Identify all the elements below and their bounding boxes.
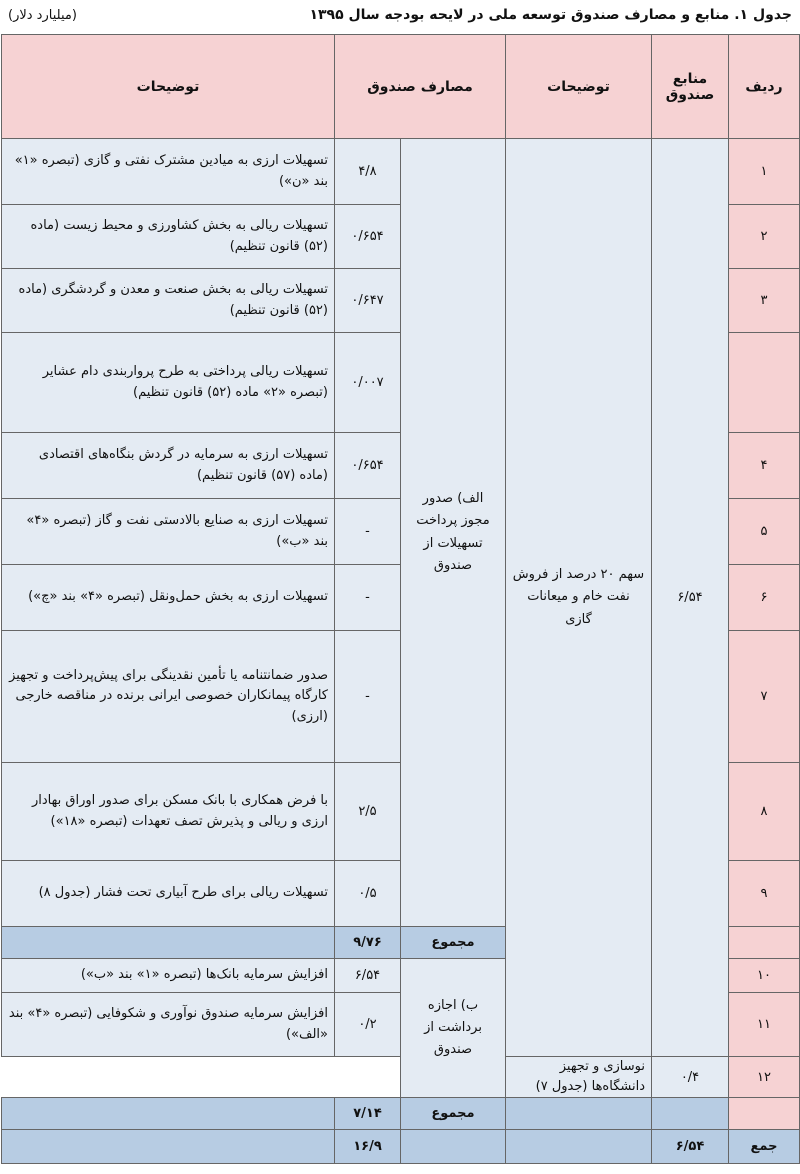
budget-table	[1, 34, 800, 1164]
use-description: افزایش سرمایه بانک‌ها (تبصره «۱» بند «ب»)	[2, 959, 335, 993]
use-value: -	[335, 565, 401, 631]
use-description: تسهیلات ارزی به بخش حمل‌ونقل (تبصره «۴» بند «چ»)	[2, 565, 335, 631]
subtotal-filler	[2, 1098, 335, 1130]
use-description: تسهیلات ریالی به بخش کشاورزی و محیط زیست (ماده (۵۲) قانون تنظیم)	[2, 205, 335, 269]
row-number: ۸	[729, 763, 800, 861]
total-filler	[401, 1130, 506, 1164]
use-value: ۲/۵	[335, 763, 401, 861]
source-desc-empty	[506, 1098, 652, 1130]
use-description: تسهیلات ریالی پرداختی به طرح پرواربندی دام عشایر (تبصره «۲» ماده (۵۲) قانون تنظیم)	[2, 333, 335, 433]
total-row	[2, 1130, 800, 1164]
use-value: ۰/۲	[335, 993, 401, 1057]
row-number: ۶	[729, 565, 800, 631]
subtotal-row-b	[2, 1098, 800, 1130]
subtotal-filler	[2, 927, 335, 959]
use-value: ۰/۶۴۷	[335, 269, 401, 333]
use-description: تسهیلات ارزی به میادین مشترک نفتی و گازی (تبصره «۱» بند «ن»)	[2, 139, 335, 205]
use-value: -	[335, 499, 401, 565]
table-caption	[0, 0, 800, 30]
row-number	[729, 333, 800, 433]
header-uses: مصارف صندوق	[335, 35, 506, 139]
use-description: تسهیلات ارزی به سرمایه در گردش بنگاه‌های اقتصادی (ماده (۵۷) قانون تنظیم)	[2, 433, 335, 499]
use-value: ۰/۶۵۴	[335, 433, 401, 499]
use-description: نوسازی و تجهیز دانشگاه‌ها (جدول ۷)	[506, 1057, 652, 1098]
table-row	[2, 139, 800, 205]
use-value: ۰/۶۵۴	[335, 205, 401, 269]
header-source-desc: توضیحات	[506, 35, 652, 139]
use-description: تسهیلات ریالی به بخش صنعت و معدن و گردشگری (ماده (۵۲) قانون تنظیم)	[2, 269, 335, 333]
use-description: تسهیلات ریالی برای طرح آبیاری تحت فشار (جدول ۸)	[2, 861, 335, 927]
row-number-empty	[729, 927, 800, 959]
group-a-label: الف) صدور مجوز پرداخت تسهیلات از صندوق	[401, 139, 506, 927]
use-value: ۰/۵	[335, 861, 401, 927]
table-title: جدول ۱. منابع و مصارف صندوق توسعه ملی در لایحه بودجه سال ۱۳۹۵	[309, 7, 792, 23]
total-label: جمع	[729, 1130, 800, 1164]
source-description: سهم ۲۰ درصد از فروش نفت خام و میعانات گازی	[506, 139, 652, 1057]
use-value: -	[335, 631, 401, 763]
use-value: ۴/۸	[335, 139, 401, 205]
total-sources: ۶/۵۴	[652, 1130, 729, 1164]
row-number: ۱۰	[729, 959, 800, 993]
row-number: ۳	[729, 269, 800, 333]
use-value: ۰/۴	[652, 1057, 729, 1098]
subtotal-value: ۷/۱۴	[335, 1098, 401, 1130]
row-number: ۲	[729, 205, 800, 269]
header-use-desc: توضیحات	[2, 35, 335, 139]
total-filler	[2, 1130, 335, 1164]
use-value: ۶/۵۴	[335, 959, 401, 993]
row-number: ۱	[729, 139, 800, 205]
use-description: صدور ضمانتنامه یا تأمین نقدینگی برای پیش‌پرداخت و تجهیز کارگاه پیمانکاران خصوصی ایرانی برنده در مناقصه خارجی (ارزی)	[2, 631, 335, 763]
header-row-number: ردیف	[729, 35, 800, 139]
row-number: ۹	[729, 861, 800, 927]
row-number: ۴	[729, 433, 800, 499]
row-number: ۱۲	[729, 1057, 800, 1098]
group-b-label: ب) اجازه برداشت از صندوق	[401, 959, 506, 1098]
use-value: ۰/۰۰۷	[335, 333, 401, 433]
use-description: تسهیلات ارزی به صنایع بالادستی نفت و گاز (تبصره «۴» بند «ب»)	[2, 499, 335, 565]
use-description: افزایش سرمایه صندوق نوآوری و شکوفایی (تبصره «۴» بند «الف»)	[2, 993, 335, 1057]
source-value: ۶/۵۴	[652, 139, 729, 1057]
total-filler	[506, 1130, 652, 1164]
header-sources: منابع صندوق	[652, 35, 729, 139]
subtotal-label: مجموع	[401, 927, 506, 959]
subtotal-value: ۹/۷۶	[335, 927, 401, 959]
unit-label: (میلیارد دلار)	[8, 7, 77, 23]
row-number: ۵	[729, 499, 800, 565]
source-value-empty	[652, 1098, 729, 1130]
subtotal-label: مجموع	[401, 1098, 506, 1130]
row-number: ۷	[729, 631, 800, 763]
header-row	[2, 35, 800, 139]
total-uses: ۱۶/۹	[335, 1130, 401, 1164]
use-description: با فرض همکاری با بانک مسکن برای صدور اوراق بهادار ارزی و ریالی و پذیرش تصف تعهدات (تبصره «۱۸»)	[2, 763, 335, 861]
row-number: ۱۱	[729, 993, 800, 1057]
row-number-empty	[729, 1098, 800, 1130]
